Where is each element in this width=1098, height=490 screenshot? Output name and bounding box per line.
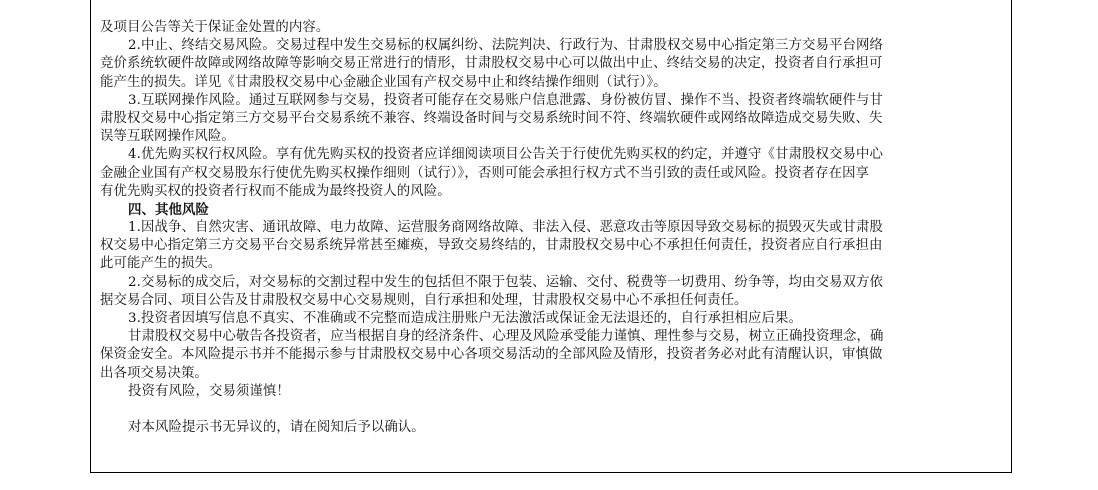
text-line: 对本风险提示书无异议的，请在阅知后予以确认。 [128, 420, 425, 436]
text-line: 据交易合同、项目公告及甘肃股权交易中心交易规则，自行承担和处理，甘肃股权交易中心不承担任何责任。 [100, 292, 748, 308]
section-heading: 四、其他风险 [128, 201, 209, 218]
text-line: 有优先购买权的投资者行权而不能成为最终投资人的风险。 [100, 183, 451, 199]
text-line: 误等互联网操作风险。 [100, 129, 235, 145]
text-line: 甘肃股权交易中心敬告各投资者，应当根据自身的经济条件、心理及风险承受能力谨慎、理性参与交易，树立正确投资理念，确 [128, 329, 884, 345]
text-line: 肃股权交易中心指定第三方交易平台交易系统不兼容、终端设备时间与交易系统时间不符、终端软硬件或网络故障造成交易失败、失 [100, 110, 883, 126]
text-line: 能产生的损失。详见《甘肃股权交易中心金融企业国有产权交易中止和终结操作细则（试行）》。 [100, 74, 667, 90]
text-line: 及项目公告等关于保证金处置的内容。 [100, 20, 330, 35]
text-line: 竞价系统软硬件故障或网络故障等影响交易正常进行的情形，甘肃股权交易中心可以做出中止、终结交易的决定，投资者自行承担可 [100, 56, 883, 72]
text-line: 3.互联网操作风险。通过互联网参与交易，投资者可能存在交易账户信息泄露、身份被仿冒、操作不当、投资者终端软硬件与甘 [128, 92, 883, 108]
document-body [100, 19, 1005, 437]
text-line: 金融企业国有产权交易股东行使优先购买权操作细则（试行）》，否则可能会承担行权方式不当引致的责任或风险。投资者存在因享 [100, 165, 870, 181]
text-line: 3.投资者因填写信息不真实、不准确或不完整而造成注册账户无法激活或保证金无法退还的，自行承担相应后果。 [128, 311, 803, 326]
text-line: 2.中止、终结交易风险。交易过程中发生交易标的权属纠纷、法院判决、行政行为、甘肃股权交易中心指定第三方交易平台网络 [128, 38, 883, 54]
text-line: 此可能产生的损失。 [100, 256, 222, 272]
text-line: 4.优先购买权行权风险。享有优先购买权的投资者应详细阅读项目公告关于行使优先购买权的约定，并遵守《甘肃股权交易中心 [128, 147, 883, 163]
blank-line [100, 401, 1005, 419]
text-line: 投资有风险，交易须谨慎！ [128, 383, 290, 399]
text-line: 出各项交易决策。 [100, 365, 208, 381]
text-line: 保资金安全。本风险提示书并不能揭示参与甘肃股权交易中心各项交易活动的全部风险及情形，投资者务必对此有清醒认识，审慎做 [100, 347, 883, 363]
text-line: 1.因战争、自然灾害、通讯故障、电力故障、运营服务商网络故障、非法入侵、恶意攻击等原因导致交易标的损毁灭失或甘肃股 [128, 220, 883, 236]
text-line: 2.交易标的成交后，对交易标的交割过程中发生的包括但不限于包装、运输、交付、税费等一切费用、纷争等，均由交易双方依 [128, 274, 883, 290]
text-line: 权交易中心指定第三方交易平台交易系统异常甚至瘫痪，导致交易终结的，甘肃股权交易中心不承担任何责任，投资者应自行承担由 [100, 238, 883, 254]
